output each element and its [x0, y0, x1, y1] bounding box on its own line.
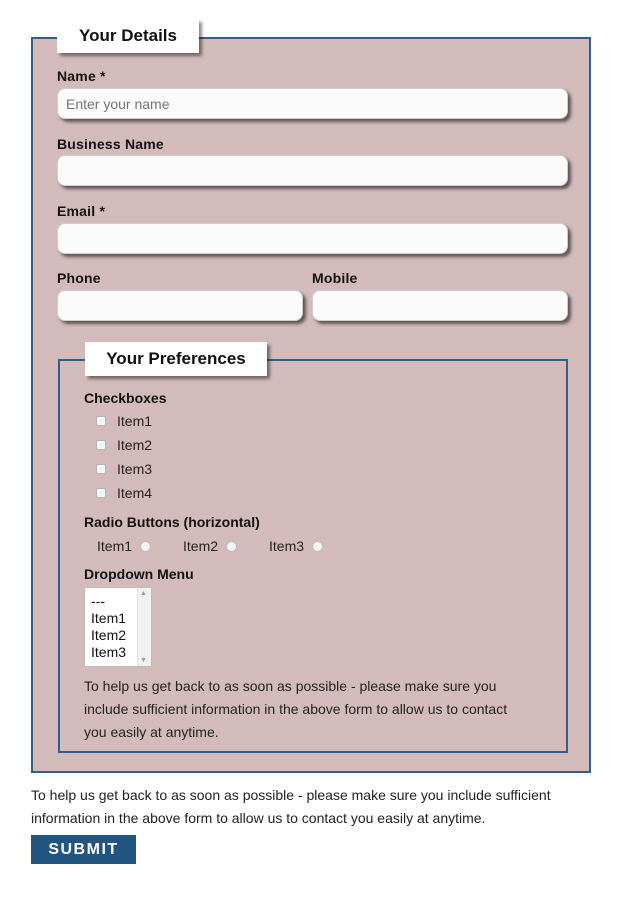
dropdown-group-label: Dropdown Menu: [84, 566, 194, 582]
phone-input[interactable]: [57, 290, 303, 321]
checkbox-label: Item3: [117, 461, 153, 477]
checkbox[interactable]: [96, 440, 106, 450]
radio-option-item1[interactable]: [97, 537, 151, 555]
checkbox-label: Item2: [117, 437, 153, 453]
email-input[interactable]: [57, 223, 568, 254]
scroll-down-arrow-icon[interactable]: ▼: [140, 657, 147, 664]
checkbox-row-item3[interactable]: [96, 460, 152, 478]
dropdown-option[interactable]: Item3: [91, 644, 127, 660]
business-name-label: Business Name: [57, 136, 164, 152]
name-label: Name *: [57, 68, 106, 84]
radio-label: Item1: [97, 538, 133, 554]
radio-option-item3[interactable]: [269, 537, 323, 555]
your-details-legend: Your Details: [57, 19, 199, 53]
radio-button[interactable]: [226, 541, 237, 552]
footer-info-text: [31, 784, 611, 830]
email-label: Email *: [57, 203, 106, 219]
radio-button[interactable]: [140, 541, 151, 552]
checkbox[interactable]: [96, 464, 106, 474]
phone-label: Phone: [57, 270, 101, 286]
business-name-input[interactable]: [57, 155, 568, 186]
info-line: you easily at anytime.: [84, 724, 219, 740]
info-line: To help us get back to as soon as possible - please make sure you: [84, 678, 497, 694]
radio-label: Item3: [269, 538, 305, 554]
checkbox-row-item1[interactable]: [96, 412, 152, 430]
checkbox-row-item2[interactable]: [96, 436, 152, 454]
dropdown-option[interactable]: Item2: [91, 627, 127, 643]
radio-label: Item2: [183, 538, 219, 554]
submit-button[interactable]: SUBMIT: [31, 835, 136, 864]
checkboxes-group-label: Checkboxes: [84, 390, 167, 406]
dropdown-listbox[interactable]: [84, 587, 152, 667]
scroll-up-arrow-icon[interactable]: ▲: [140, 590, 147, 597]
your-preferences-legend: Your Preferences: [85, 342, 267, 376]
info-line: information in the above form to allow us to contact you easily at anytime.: [31, 810, 486, 826]
checkbox-label: Item1: [117, 413, 153, 429]
info-line: To help us get back to as soon as possible - please make sure you include sufficient: [31, 787, 551, 803]
mobile-label: Mobile: [312, 270, 358, 286]
listbox-scrollbar[interactable]: [137, 588, 151, 666]
checkbox[interactable]: [96, 416, 106, 426]
dropdown-option[interactable]: Item1: [91, 610, 127, 626]
radio-group-label: Radio Buttons (horizontal): [84, 514, 260, 530]
radio-button[interactable]: [312, 541, 323, 552]
your-preferences-fieldset: [58, 349, 568, 753]
name-input[interactable]: [57, 88, 568, 119]
checkbox[interactable]: [96, 488, 106, 498]
dropdown-option[interactable]: ---: [91, 593, 105, 609]
mobile-input[interactable]: [312, 290, 568, 321]
checkbox-row-item4[interactable]: [96, 484, 152, 502]
checkbox-label: Item4: [117, 485, 153, 501]
info-line: include sufficient information in the above form to allow us to contact: [84, 701, 508, 717]
radio-option-item2[interactable]: [183, 537, 237, 555]
your-details-fieldset: [31, 26, 591, 773]
preferences-info-text: [84, 675, 554, 744]
